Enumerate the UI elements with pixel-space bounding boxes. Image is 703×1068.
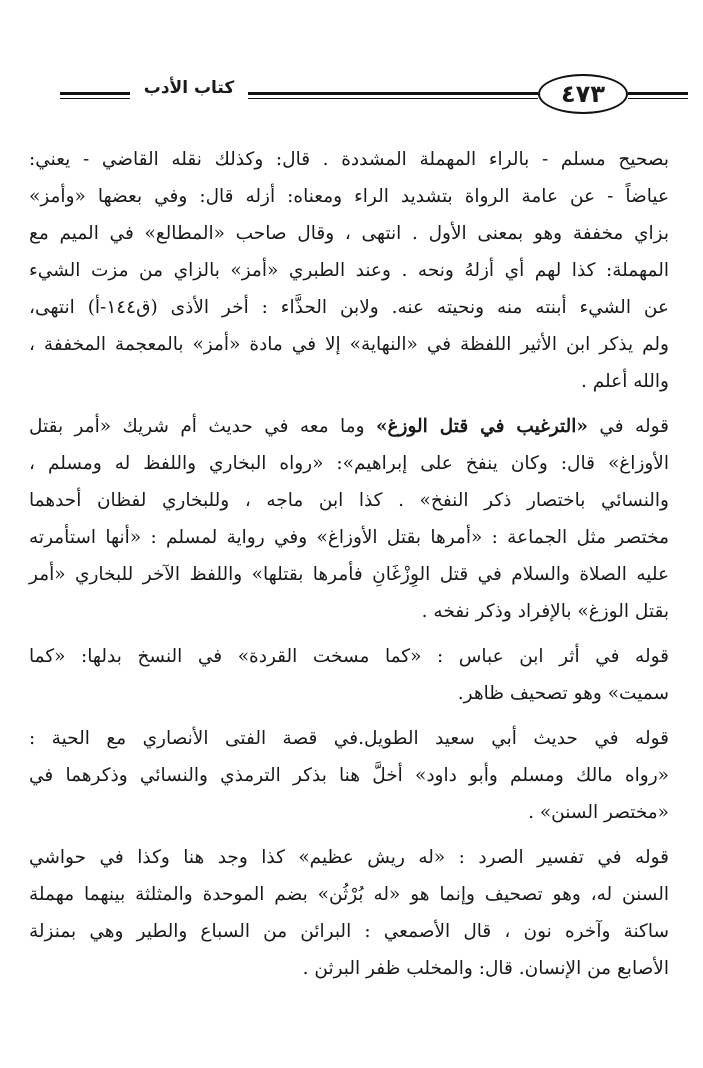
header-rule-left — [60, 92, 130, 99]
text-line: والله أعلم . — [580, 371, 669, 392]
text-line: بصحيح مسلم - بالراء المهملة المشددة . قال: وكذلك نقله القاضي - يعني: — [29, 149, 669, 170]
paragraph — [29, 720, 669, 831]
paragraph — [29, 839, 669, 987]
text-line: الأصابع من الإنسان. قال: والمخلب ظفر البرثن . — [302, 958, 669, 979]
text-line: «مختصر السنن» . — [528, 802, 669, 823]
running-title: كتاب الأدب — [143, 78, 235, 98]
text-line: ساكنة وآخره نون ، قال الأصمعي : البرائن من السباع والطير وهي بمنزلة — [29, 921, 669, 942]
page-number: ٤٧٣ — [538, 74, 628, 114]
text-line: قوله في تفسير الصرد : «له ريش عظيم» كذا وجد هنا وكذا في حواشي — [29, 847, 669, 868]
text-line: والنسائي باختصار ذكر النفخ» . كذا ابن ماجه ، وللبخاري لفظان أحدهما — [29, 490, 669, 511]
text-line: المهملة: كذا لهم أي أزلهُ ونحه . وعند الطبري «أمز» بالزاي من مزت الشيء — [29, 260, 669, 281]
text-line: عليه الصلاة والسلام في قتل الوِزْغَانِ فأمرها بقتلها» واللفظ الآخر للبخاري «أمر — [29, 564, 669, 585]
text-line: قوله في أثر ابن عباس : «كما مسخت القردة» في النسخ بدلها: «كما — [29, 646, 669, 667]
header-rule-right — [628, 92, 688, 99]
header-rule-middle — [248, 92, 538, 99]
text-line: عياضاً - عن عامة الرواة بتشديد الراء ومعناه: أزله قال: وفي بعضها «وأمز» — [29, 186, 669, 207]
body-text — [29, 141, 669, 987]
text-line: مختصر مثل الجماعة : «أمرها بقتل الأوزاغ» وفي رواية لمسلم : «أنها استأمرته — [29, 527, 669, 548]
text-line: ولم يذكر ابن الأثير اللفظة في «النهاية» إلا في مادة «أمز» بالمعجمة المخففة ، — [29, 334, 669, 355]
text-line-with-bold: قوله في «الترغيب في قتل الوزغ» وما معه في حديث أم شريك «أمر بقتل — [29, 416, 669, 437]
bold-heading-phrase: «الترغيب في قتل الوزغ» — [375, 416, 588, 437]
text-line: «رواه مالك ومسلم وأبو داود» أخلَّ هنا بذكر الترمذي والنسائي وذكرهما في — [29, 765, 669, 786]
text-line: قوله في حديث أبي سعيد الطويل.في قصة الفتى الأنصاري مع الحية : — [29, 728, 669, 749]
paragraph — [29, 141, 669, 400]
text-line: الأوزاغ» قال: وكان ينفخ على إبراهيم»: «رواه البخاري واللفظ له ومسلم ، — [29, 453, 669, 474]
text-line: السنن له، وهو تصحيف وإنما هو «له بُرْثُن» بضم الموحدة والمثلثة بينهما مهملة — [29, 884, 669, 905]
text-line: سميت» وهو تصحيف ظاهر. — [457, 683, 669, 704]
page-header — [0, 80, 703, 130]
text-line: عن الشيء أبنته منه ونحيته عنه. ولابن الحذَّاء : أخر الأذى (ق١٤٤-أ) انتهى، — [29, 297, 669, 318]
paragraph — [29, 638, 669, 712]
text-line: بقتل الوزغ» بالإفراد وذكر نفخه . — [421, 601, 669, 622]
text-line: بزاي مخففة وهو بمعنى الأول . انتهى ، وقال صاحب «المطالع» في الميم مع — [29, 223, 669, 244]
paragraph — [29, 408, 669, 630]
